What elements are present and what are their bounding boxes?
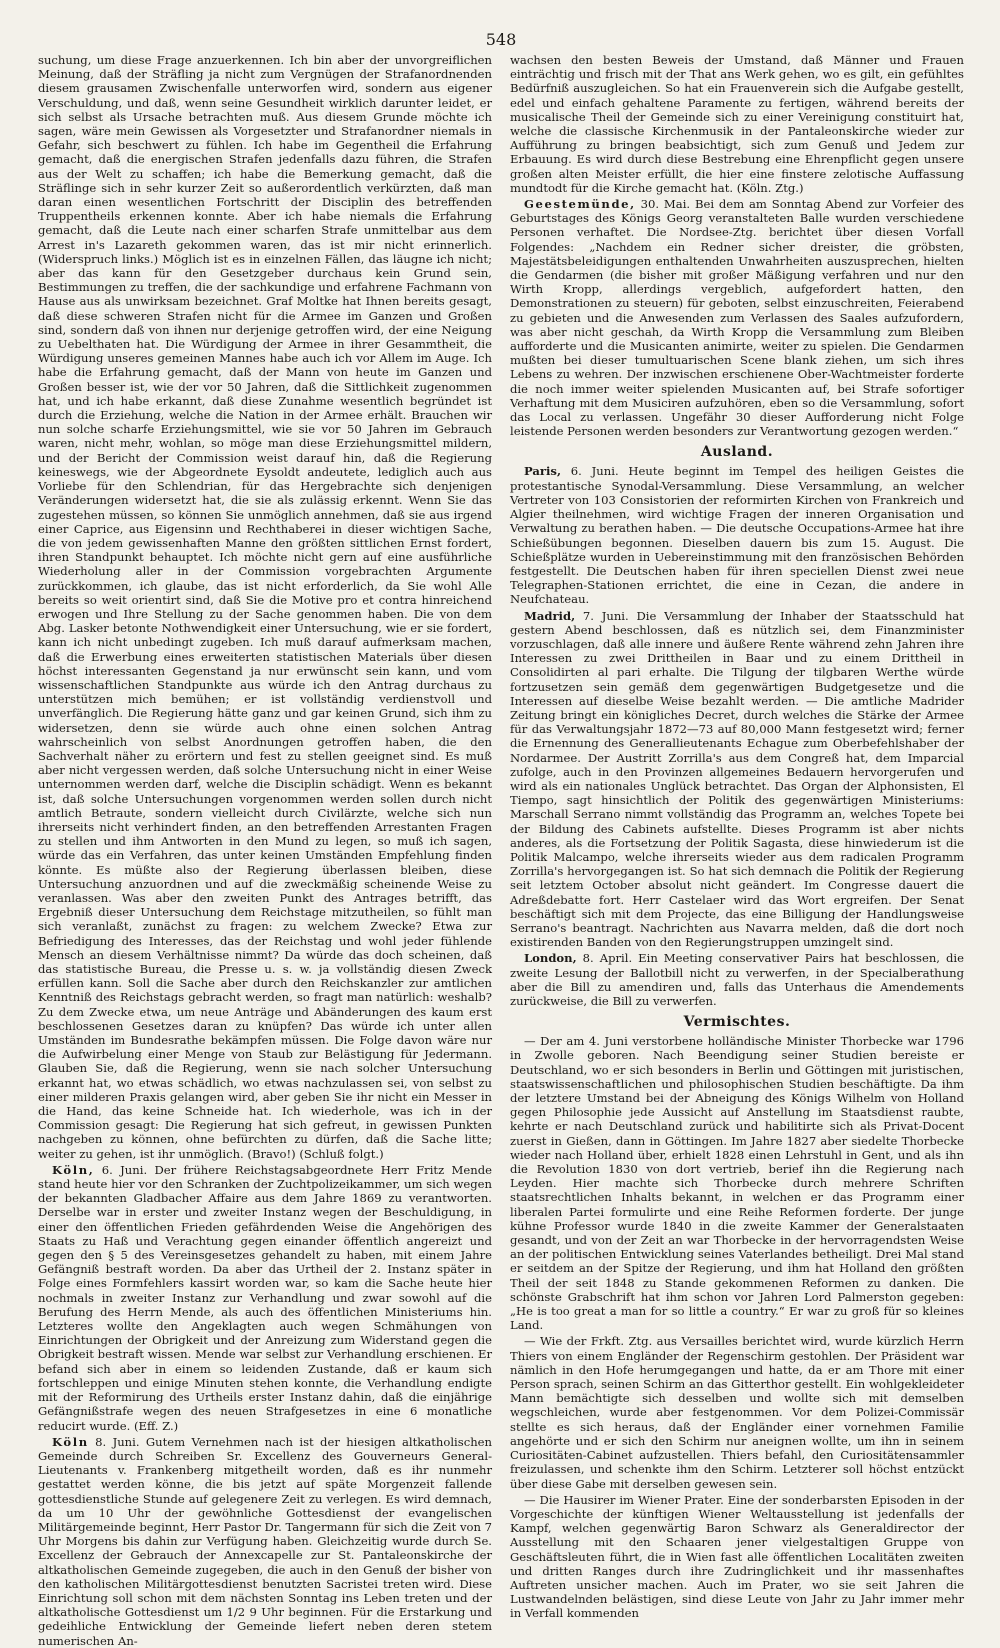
article-madrid xyxy=(510,609,964,950)
dateline-place: Paris, xyxy=(524,464,561,479)
article-body: 6. Juni. Der frühere Reichstagsabgeordnete Herr Fritz Mende stand heute hier vor den Schranken der Zuchtpolizeikammer, um sich wegen der bekannten Gladbacher Affaire aus dem Jahre 1869 zu verantworten. Derselbe war in erster und zweiter Instanz wegen der Beschuldigung, in einer den öffentlichen Frieden gefährdenden Weise die Angehörigen des Staats zu Haß und Verachtung gegen einander öffentlich angereizt und gegen den § 5 des Vereinsgesetzes gehandelt zu haben, mit einem Jahre Gefängniß bestraft worden. Da aber das Urtheil der 2. Instanz später in Folge eines Formfehlers kassirt worden war, so kam die Sache heute hier nochmals in zweiter Instanz zur Verhandlung und zwar sowohl auf die Berufung des Herrn Mende, als auch des öffentlichen Ministeriums hin. Letzteres wollte den Angeklagten auch wegen Schmähungen von Einrichtungen der Obrigkeit und der Anreizung zum Widerstand gegen die Obrigkeit bestraft wissen. Mende war selbst zur Verhandlung erschienen. Er befand sich aber in einem so leidenden Zustande, daß er kaum sich fortschleppen und einige Minuten stehen konnte, die Verhandlung endigte mit der Reformirung des Urtheils erster Instanz dahin, daß die einjährige Gefängnißstrafe wegen des neuen Strafgesetzes in eine 6 monatliche reducirt wurde. (Eff. Z.) xyxy=(38,1162,492,1433)
section-heading-ausland: Ausland. xyxy=(700,444,774,461)
article-paris xyxy=(510,464,964,606)
dateline-place: Köln, xyxy=(52,1162,95,1177)
section-heading-vermischtes: Vermischtes. xyxy=(683,1014,791,1031)
article-body: 8. April. Ein Meeting conservativer Pairs hat beschlossen, die zweite Lesung der Ballotbill nicht zu verwerfen, in der Specialberathung aber die Bill zu amendiren und, falls das Unterhaus die Amendements zurückweise, die Bill zu verwerfen. xyxy=(510,951,964,1008)
article-prater: — Die Hausirer im Wiener Prater. Eine der sonderbarsten Episoden in der Vorgeschichte der künftigen Wiener Weltausstellung ist jedenfalls der Kampf, welchen gegenwärtig Baron Schwarz als Generaldirector der Ausstellung mit den Schaaren jener vielgestaltigen Gruppe von Geschäftsleuten führt, die in Wien fast alle öffentlichen Localitäten zweiten und dritten Ranges durch ihre Zudringlichkeit und ihr massenhaftes Auftreten unsicher machen. Auch im Prater, wo sie seit Jahren die Lustwandelnden belästigen, sind diese Leute von Jahr zu Jahr immer mehr in Verfall kommenden xyxy=(510,1492,964,1621)
article-thiers: — Wie der Frkft. Ztg. aus Versailles berichtet wird, wurde kürzlich Herrn Thiers von einem Engländer der Regenschirm gestohlen. Der Präsident war nämlich in den Hofe herumgegangen und hatte, da er am Thore mit einer Person sprach, seinen Schirm an das Gitterthor gestellt. Ein wohlgekleideter Mann bemächtigte sich desselben und wollte sich mit demselben wegschleichen, wurde aber festgenommen. Vor dem Polizei-Commissär stellte es sich heraus, daß der Engländer einer vornehmen Familie angehörte und er sich den Schirm nur aneignen wollte, um ihn in seinem Curiositäten-Cabinet aufzustellen. Thiers befahl, den Curiositätensammler freizulassen, und schenkte ihm den Schirm. Letzterer soll höchst entzückt über diese Gabe mit derselben gewesen sein. xyxy=(510,1334,964,1491)
page-number: 548 xyxy=(485,30,517,49)
article-body: 7. Juni. Die Versammlung der Inhaber der Staatsschuld hat gestern Abend beschlossen, daß es nützlich sei, dem Finanzminister vorzuschlagen, daß alle innere und äußere Rente während zehn Jahren ihre Interessen zu zwei Drittheilen in Baar und zu einem Drittheil in Consolidirten al pari erhalte. Die Tilgung der tilgbaren Werthe würde fortzusetzen sein gemäß dem gegenwärtigen Budgetgesetze und die Interessen auf dieselbe Weise bezahlt werden. — Die amtliche Madrider Zeitung bringt ein königliches Decret, durch welches die Stärke der Armee für das Verwaltungsjahr 1872—73 auf 80,000 Mann festgesetzt wird; ferner die Ernennung des Generallieutenants Echague zum Oberbefehlshaber der Nordarmee. Der Austritt Zorrilla's aus dem Congreß hat, dem Imparcial zufolge, auch in den Provinzen allgemeines Bedauern hervorgerufen und wird als ein nationales Unglück betrachtet. Das Organ der Alphonsisten, El Tiempo, sagt hinsichtlich der Politik des gegenwärtigen Ministeriums: Marschall Serrano nimmt vollständig das Programm an, welches Topete bei der Bildung des Cabinets aufstellte. Dieses Programm ist aber nichts anderes, als die Fortsetzung der Politik Sagasta, diese hinwiederum ist die Politik Malcampo, welche ihrerseits wieder aus dem radicalen Programm Zorrilla's hervorgegangen ist. So hat sich demnach die Politik der Regierung seit letztem October absolut nicht geändert. Im Congresse dauert die Adreßdebatte fort. Herr Castelaer wird das Wort ergreifen. Der Senat beschäftigt sich mit dem Projecte, das eine Billigung der Handlungsweise Serrano's beantragt. Nachrichten aus Navarra melden, daß die dort noch existirenden Banden von den Regierungstruppen umzingelt sind. xyxy=(510,608,964,950)
article-london xyxy=(510,951,964,1008)
article-continuation: wachsen den besten Beweis der Umstand, daß Männer und Frauen einträchtig und frisch mit der That ans Werk gehen, wo es gilt, ein gefühltes Bedürfniß auszugleichen. So hat ein Frauenverein sich die Aufgabe gestellt, edel und einfach gehaltene Paramente zu fertigen, während bereits der musicalische Theil der Gemeinde sich zu einer Vereinigung constituirt hat, welche die classische Kirchenmusik in der Pantaleonskirche wieder zur Aufführung zu bringen beabsichtigt, sich zum Genuß und Jedem zur Erbauung. Es wird durch diese Bestrebung eine Ehrenpflicht gegen unsere großen alten Meister erfüllt, die hier eine finstere zelotische Auffassung mundtodt für die Kirche gemacht hat. (Köln. Ztg.) xyxy=(510,53,964,195)
dateline-place: London, xyxy=(524,951,577,966)
article-body: 6. Juni. Heute beginnt im Tempel des heiligen Geistes die protestantische Synodal-Versammlung. Diese Versammlung, an welcher Vertreter von 103 Consistorien der reformirten Kirchen von Frankreich und Algier theilnehmen, wird wichtige Fragen der inneren Organisation und Verwaltung zu berathen haben. — Die deutsche Occupations-Armee hat ihre Schießübungen begonnen. Dieselben dauern bis zum 15. August. Die Schießplätze wurden in Uebereinstimmung mit den französischen Behörden festgestellt. Die Deutschen haben für ihren speciellen Dienst zwei neue Telegraphen-Stationen errichtet, die eine in Cezan, die andere in Neufchateau. xyxy=(510,464,964,607)
article-body: 8. Juni. Gutem Vernehmen nach ist der hiesigen altkatholischen Gemeinde durch Schreiben Sr. Excellenz des Gouverneurs General-Lieutenants v. Frankenberg mitgetheilt worden, daß es ihr nunmehr gestattet werden könne, die bis jetzt auf späte Morgenzeit fallende gottesdienstliche Stunde auf gelegenere Zeit zu verlegen. Es wird demnach, da um 10 Uhr der gewöhnliche Gottesdienst der evangelischen Militärgemeinde beginnt, Herr Pastor Dr. Tangermann für sich die Zeit von 7 Uhr Morgens bis dahin zur Verfügung haben. Gleichzeitig wurde durch Se. Excellenz der Gebrauch der Annexcapelle zur St. Pantaleonskirche der altkatholischen Gemeinde zugegeben, die auch in den Genuß der bisher von den katholischen Militärgottesdienst benutzten Sacristei treten wird. Diese Einrichtung soll schon mit dem nächsten Sonntag ins Leben treten und der altkatholische Gottesdienst um 1/2 9 Uhr beginnen. Für die Erstarkung und gedeihliche Entwicklung der Gemeinde liefert neben deren stetem numerischen An- xyxy=(38,1434,493,1648)
columns xyxy=(38,53,965,1648)
right-column xyxy=(510,53,965,1621)
article-geestemuende xyxy=(510,197,964,438)
left-column xyxy=(38,53,493,1648)
dateline-place: Geestemünde, xyxy=(524,197,636,212)
dateline-place: Köln xyxy=(52,1434,89,1449)
article-koeln-1 xyxy=(38,1163,492,1433)
article-body: 30. Mai. Bei dem am Sonntag Abend zur Vorfeier des Geburtstages des Königs Georg veranstalteten Balle wurden verschiedene Personen verhaftet. Die Nordsee-Ztg. berichtet über diesen Vorfall Folgendes: „Nachdem ein Redner sicher dreister, die gröbsten, Majestätsbeleidigungen enthaltenden Unwahrheiten auszusprechen, hielten die Gendarmen (die bisher mit großer Mäßigung verfahren und nur den Wirth Kropp, allerdings vergeblich, aufgefordert hatten, den Demonstrationen zu steuern) für geboten, selbst einzuschreiten, Feierabend zu gebieten und die Anwesenden zum Verlassen des Saales aufzufordern, was aber nicht geschah, da Wirth Kropp die Versammlung zum Bleiben aufforderte und die Musicanten animirte, weiter zu spielen. Die Gendarmen mußten bei dieser tumultuarischen Scene blank ziehen, um sich ihres Lebens zu wehren. Der inzwischen erschienene Ober-Wachtmeister forderte die noch immer weiter spielenden Musicanten auf, bei Strafe sofortiger Verhaftung mit dem Musiciren aufzuhören, eben so die Versammlung, sofort das Local zu verlassen. Ungefähr 30 dieser Aufforderung nicht Folge leistende Personen werden besonders zur Verantwortung gezogen werden.“ xyxy=(510,197,965,439)
dateline-place: Madrid, xyxy=(524,608,576,623)
article-koeln-2 xyxy=(38,1435,492,1648)
article-thorbecke: — Der am 4. Juni verstorbene holländische Minister Thorbecke war 1796 in Zwolle geboren. Nach Beendigung seiner Studien bereiste er Deutschland, wo er sich besonders in Berlin und Göttingen mit juristischen, staatswissenschaftlichen und philosophischen Studien beschäftigte. Da ihm der letztere Umstand bei der Abneigung des Königs Wilhelm von Holland gegen Philosophie jede Aussicht auf Anstellung im Staatsdienst raubte, kehrte er nach Deutschland zurück und habilitirte sich als Privat-Docent zuerst in Gießen, dann in Göttingen. Im Jahre 1827 aber siedelte Thorbecke wieder nach Holland über, erhielt 1828 einen Lehrstuhl in Gent, und als ihn die Revolution 1830 von dort vertrieb, berief ihn die Regierung nach Leyden. Hier machte sich Thorbecke durch mehrere Schriften staatsrechtlichen Inhalts bekannt, in welchen er das Programm einer liberalen Partei formulirte und eine Reihe Reformen forderte. Der junge kühne Professor wurde 1840 in die zweite Kammer der Generalstaaten gesandt, und von der Zeit an war Thorbecke in der hervorragendsten Weise an der politischen Entwicklung seines Vaterlandes betheiligt. Drei Mal stand er seitdem an der Spitze der Regierung, und ihm hat Holland den größten Theil der seit 1848 zu Stande gekommenen Reformen zu danken. Die schönste Grabschrift hat ihm schon vor Jahren Lord Palmerston gegeben: „He is too great a man for so little a country.“ Er war zu groß für so kleines Land. xyxy=(510,1034,964,1333)
speech-text: suchung, um diese Frage anzuerkennen. Ich bin aber der unvorgreiflichen Meinung, daß der Sträfling ja nicht zum Vergnügen der Strafanordnenden diesem grausamen Zwischenfalle unterworfen wird, sondern aus eigener Verschuldung, und daß, wenn seine Gesundheit wirklich darunter leidet, er sich selbst als Ursache betrachten muß. Aus diesem Grunde möchte ich sagen, wäre mein Gewissen als Vorgesetzter und Strafanordner niemals in Gefahr, sich beschwert zu fühlen. Ich habe im Gegentheil die Erfahrung gemacht, daß die energischen Strafen jedenfalls dazu führen, die Strafen aus der Welt zu schaffen; ich habe die Bemerkung gemacht, daß die Sträflinge sich in sehr kurzer Zeit so außerordentlich verkürzten, daß man daran einen wesentlichen Fortschritt der Disciplin des betreffenden Truppentheils erkennen konnte. Aber ich habe niemals die Erfahrung gemacht, daß die Leute nach einer scharfen Strafe unmittelbar aus dem Arrest in's Lazareth gekommen waren, das ist mir nicht erinnerlich. (Widerspruch links.) Möglich ist es in einzelnen Fällen, das läugne ich nicht; aber das kann für den Gesetzgeber durchaus kein Grund sein, Bestimmungen zu treffen, die der sachkundige und erfahrene Fachmann von Hause aus als unwirksam bezeichnet. Graf Moltke hat Ihnen bereits gesagt, daß diese schweren Strafen nicht für die Armee im Ganzen und Großen sind, sondern daß von ihnen nur derjenige getroffen wird, der eine Neigung zu Uebelthaten hat. Die Würdigung der Armee in ihrer Gesammtheit, die Würdigung unseres gemeinen Mannes habe auch ich vor Allem im Auge. Ich habe die Erfahrung gemacht, daß der Mann von heute im Ganzen und Großen besser ist, wie der vor 50 Jahren, daß die Sittlichkeit zugenommen hat, und ich habe erkannt, daß diese Zunahme wesentlich begründet ist durch die Erziehung, welche die Nation in der Armee erhält. Brauchen wir nun solche scharfe Erziehungsmittel, wie sie vor 50 Jahren im Gebrauch waren, nicht mehr, wohlan, so möge man diese Erziehungsmittel mildern, und der Bericht der Commission weist darauf hin, daß die Regierung keineswegs, wie der Abgeordnete Eysoldt andeutete, lediglich auch aus Vorliebe für den Schlendrian, für das Hergebrachte sich denjenigen Veränderungen widersetzt hat, die sie als zulässig erkennt. Wenn Sie das zugestehen müssen, so können Sie unmöglich annehmen, daß sie aus irgend einer Caprice, aus Eigensinn und Rechthaberei in dieser wichtigen Sache, die von jedem gewissenhaften Manne den größten sittlichen Ernst fordert, ihren Standpunkt behauptet. Ich möchte nicht gern auf eine ausführliche Wiederholung aller in der Commission vorgebrachten Argumente zurückkommen, ich glaube, das ist nicht erforderlich, da Sie wohl Alle bereits so weit orientirt sind, daß Sie die Motive pro et contra hinreichend erwogen und Ihre Stellung zu der Sache genommen haben. Die von dem Abg. Lasker betonte Nothwendigkeit einer Untersuchung, wie er sie fordert, kann ich nicht unbedingt zugeben. Ich muß darauf aufmerksam machen, daß die Erwerbung eines erweiterten statistischen Materials über diesen höchst interessanten Gegenstand ja nur erwünscht sein kann, und vom wissenschaftlichen Standpunkte aus würde ich den Antrag durchaus zu unterstützen mich bemühen; er ist vollständig verdienstvoll und unverfänglich. Die Regierung hätte ganz und gar keinen Grund, sich ihm zu widersetzen, denn sie würde auch ohne einen solchen Antrag wahrscheinlich von selbst Anordnungen getroffen haben, die den Sachverhalt näher zu erörtern und fest zu stellen geeignet sind. Es muß aber nicht vergessen werden, daß solche Untersuchung nicht in einer Weise unternommen werden darf, welche die Disciplin schädigt. Wenn es bekannt ist, daß solche Untersuchungen vorgenommen werden sollen durch nicht amtlich Betraute, sondern vielleicht durch Civilärzte, welche sich nun ihrerseits nicht verhindert finden, an den betreffenden Arrestanten Fragen zu stellen und ihm Antworten in den Mund zu legen, so muß ich sagen, würde das ein Verfahren, das unter keinen Umständen Empfehlung finden könnte. Es müßte also der Regierung überlassen bleiben, diese Untersuchung anzuordnen und auf die zweckmäßig scheinende Weise zu veranlassen. Was aber den zweiten Punkt des Antrages betrifft, das Ergebniß dieser Untersuchung dem Reichstage mitzutheilen, so fühlt man sich veranlaßt, zunächst zu fragen: zu welchem Zwecke? Etwa zur Befriedigung des Interesses, das der Reichstag und wohl jeder fühlende Mensch an diesem Verhältnisse nimmt? Da würde das doch scheinen, daß das statistische Bureau, die Presse u. s. w. ja vollständig diesen Zweck erfüllen kann. Soll die Sache aber durch den Reichskanzler zur amtlichen Kenntniß des Reichstags gebracht werden, so fragt man natürlich: weshalb? Zu dem Zwecke etwa, um neue Anträge und Abänderungen des kaum erst beschlossenen Gesetzes daran zu knüpfen? Das würde ich unter allen Umständen im Bundesrathe bekämpfen müssen. Die Folge davon wäre nur die Aufwirbelung einer Menge von Staub zur Belästigung für Jedermann. Glauben Sie, daß die Regierung, wenn sie nach solcher Untersuchung erkannt hat, wo etwas schädlich, wo etwas nachzulassen sei, von selbst zu einer milderen Praxis gelangen wird, aber geben Sie ihr nicht ein Messer in die Hand, das keine Schneide hat. Ich wiederhole, was ich in der Commission gesagt: Die Regierung hat sich gefreut, in gewissen Punkten nachgeben zu können, ohne befürchten zu dürfen, daß die Sache litte; weiter zu gehen, ist ihr unmöglich. (Bravo!) (Schluß folgt.) xyxy=(38,53,492,1161)
